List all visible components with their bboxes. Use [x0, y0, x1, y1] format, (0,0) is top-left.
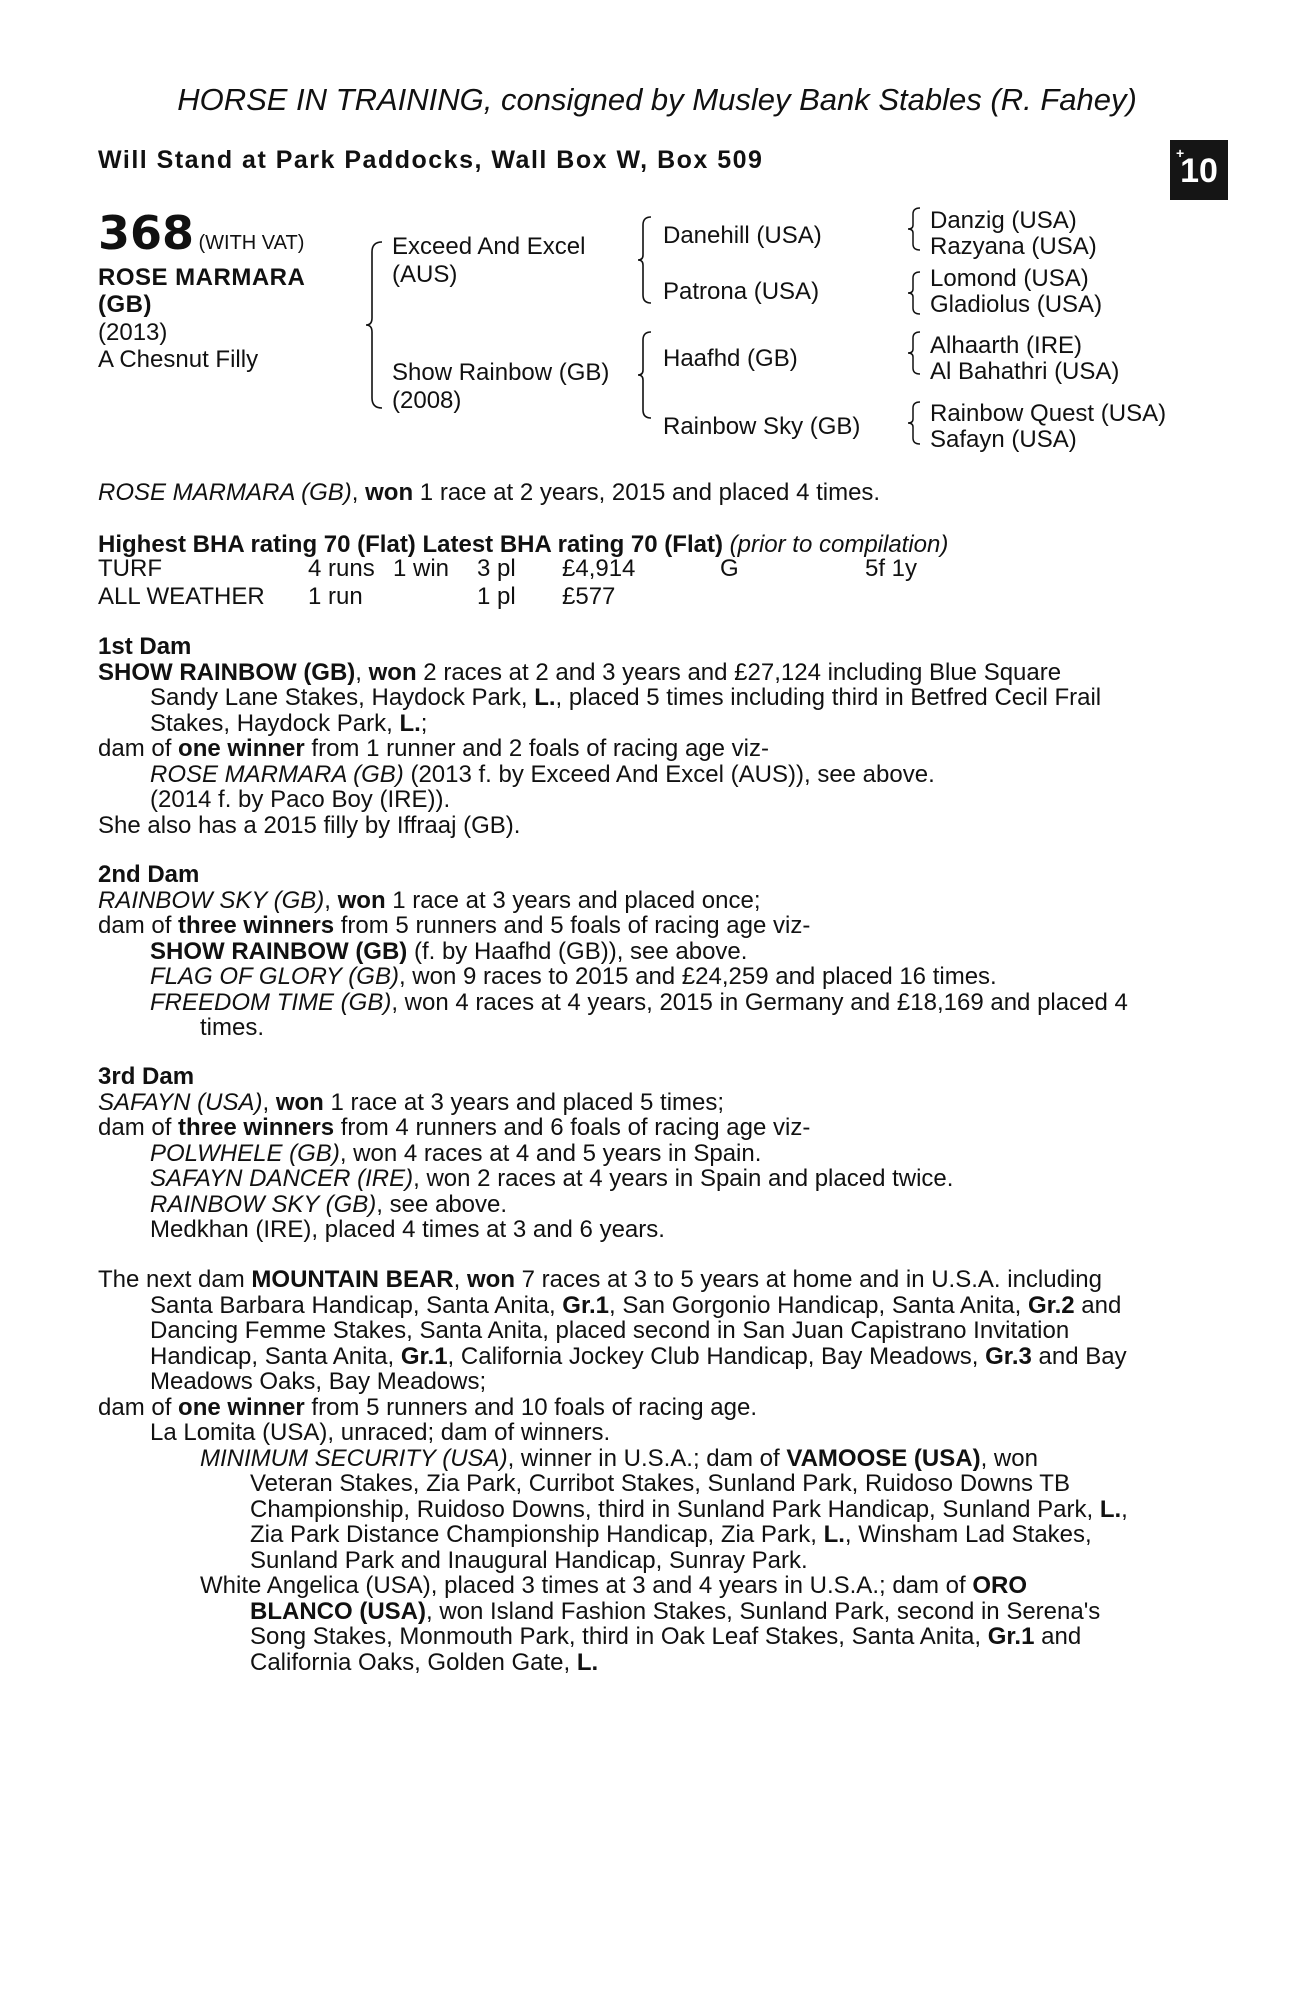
perf-wins: 1 win	[393, 555, 450, 582]
first-dam-l4a: dam of	[98, 735, 179, 762]
pedigree-dam-year: (2008)	[392, 387, 462, 414]
first-dam-l2-listed: L.	[534, 684, 556, 711]
lot-number-line	[98, 206, 304, 260]
pedigree-sire-sire: Danehill (USA)	[663, 222, 822, 249]
first-dam-line6: (2014 f. by Paco Boy (IRE)).	[150, 786, 451, 813]
third-dam-winners: three winners	[178, 1114, 335, 1141]
third-dam-l2a: dam of	[98, 1114, 179, 1141]
next-dam-line2	[98, 1293, 1206, 1319]
next-dam-l8a: , winner in U.S.A.; dam of	[507, 1444, 787, 1472]
third-dam-line2	[98, 1115, 1206, 1141]
next-dam-won: won	[466, 1266, 515, 1293]
second-dam-line1: RAINBOW SKY (GB), won 1 race at 3 years and placed once;	[98, 886, 761, 914]
second-dam-winners: three winners	[178, 912, 335, 939]
next-dam-l10b: ,	[1121, 1495, 1128, 1523]
second-dam-name: RAINBOW SKY (GB)	[98, 886, 325, 914]
next-dam-l10-listed: L.	[1099, 1495, 1122, 1523]
second-dam-line6: times.	[200, 1014, 265, 1041]
next-dam-line9: Veteran Stakes, Zia Park, Curribot Stakes, Sunland Park, Ruidoso Downs TB	[250, 1470, 1070, 1497]
third-dam-line1: SAFAYN (USA), won 1 race at 3 years and placed 5 times;	[98, 1088, 725, 1116]
first-dam-l2b: , placed 5 times including third in Betfred Cecil Frail	[555, 684, 1102, 711]
first-dam-l3-listed: L.	[399, 709, 421, 737]
pedigree-ssd: Razyana (USA)	[930, 233, 1097, 260]
perf-surface: ALL WEATHER	[98, 583, 265, 610]
first-dam-line3	[98, 711, 1206, 737]
first-dam-line4	[98, 736, 1206, 762]
next-dam-line14	[98, 1599, 1206, 1625]
next-dam-l4-grade2: Gr.3	[985, 1342, 1032, 1370]
summary-horse-name: ROSE MARMARA (GB)	[98, 479, 352, 506]
first-dam-line7: She also has a 2015 filly by Iffraaj (GB).	[98, 811, 521, 839]
second-dam-line2	[98, 913, 1206, 939]
third-dam-line5	[98, 1192, 1206, 1218]
next-dam-line7: La Lomita (USA), unraced; dam of winners.	[150, 1419, 611, 1446]
pedigree-brace-dam	[636, 330, 654, 420]
third-dam-section	[98, 1064, 1206, 1243]
second-dam-line5	[98, 990, 1206, 1016]
next-dam-l6b: from 5 runners and 10 foals of racing age.	[304, 1393, 757, 1421]
second-dam-l2b: from 5 runners and 5 foals of racing age viz-	[334, 912, 811, 939]
second-dam-section	[98, 862, 1206, 1041]
lot-number: 368	[98, 206, 195, 260]
perf-runs: 1 run	[308, 583, 363, 610]
perf-distance	[865, 583, 917, 611]
third-dam-heading: 3rd Dam	[98, 1063, 195, 1090]
third-dam-l2b: from 4 runners and 6 foals of racing age viz-	[334, 1114, 811, 1141]
first-dam-l5-rest: (2013 f. by Exceed And Excel (AUS)), see above.	[403, 760, 935, 788]
next-dam-l15b: and	[1034, 1623, 1082, 1650]
horse-name-line1: ROSE MARMARA	[98, 264, 306, 291]
pedigree-brace-main	[364, 240, 386, 410]
next-dam-l16-listed: L.	[576, 1648, 599, 1676]
pedigree-sire: Exceed And Excel	[392, 233, 586, 260]
next-dam-l4-grade: Gr.1	[400, 1342, 448, 1370]
pedigree-sdd: Gladiolus (USA)	[930, 291, 1103, 318]
third-dam-line4	[98, 1166, 1206, 1192]
race-summary	[98, 480, 1206, 506]
next-dam-l16a: California Oaks, Golden Gate,	[250, 1648, 577, 1676]
vat-note: (WITH VAT)	[198, 232, 305, 254]
next-dam-l15a: Song Stakes, Monmouth Park, third in Oak Leaf Stakes, Santa Anita,	[250, 1623, 988, 1650]
next-dam-l2c: and	[1074, 1291, 1122, 1319]
third-dam-l1-rest: 1 race at 3 years and placed 5 times;	[323, 1088, 725, 1116]
perf-going	[720, 583, 865, 611]
first-dam-name: SHOW RAINBOW (GB)	[98, 658, 356, 686]
pedigree-dss: Alhaarth (IRE)	[930, 332, 1083, 359]
third-dam-l4-rest: , won 2 races at 4 years in Spain and placed twice.	[413, 1165, 954, 1192]
next-dam-l8b: , won	[980, 1444, 1038, 1472]
third-dam-name: SAFAYN (USA)	[98, 1088, 263, 1116]
pedigree-brace-sire	[636, 215, 654, 305]
next-dam-line6	[98, 1395, 1206, 1421]
next-dam-l1a: The next dam	[98, 1266, 252, 1293]
perf-prize: £4,914	[562, 555, 636, 582]
badge-plus: +	[1176, 145, 1185, 161]
first-dam-l3b: ;	[420, 709, 428, 737]
second-dam-won: won	[337, 886, 386, 914]
third-dam-won: won	[275, 1088, 324, 1116]
first-dam-winners: one winner	[178, 735, 305, 762]
next-dam-line11	[98, 1522, 1206, 1548]
next-dam-l13a: White Angelica (USA), placed 3 times at 3 and 4 years in U.S.A.; dam of	[200, 1572, 973, 1599]
next-dam-l2-grade2: Gr.2	[1027, 1291, 1075, 1319]
second-dam-l4-rest: , won 9 races to 2015 and £24,259 and placed 16 times.	[398, 963, 997, 990]
next-dam-l14-bold: BLANCO (USA)	[250, 1597, 426, 1625]
second-dam-line4	[98, 964, 1206, 990]
next-dam-line15	[98, 1624, 1206, 1650]
next-dam-l2-grade: Gr.1	[562, 1291, 609, 1319]
second-dam-produce-3: FREEDOM TIME (GB)	[150, 988, 392, 1016]
rating-bold: Highest BHA rating 70 (Flat) Latest BHA rating 70 (Flat)	[98, 531, 723, 558]
next-dam-l11a: Zia Park Distance Championship Handicap, Zia Park,	[250, 1521, 824, 1548]
first-dam-line5	[98, 762, 1206, 788]
pedigree-dam-sire: Haafhd (GB)	[663, 345, 798, 372]
section-badge	[1170, 140, 1228, 200]
next-dam-l11-listed: L.	[823, 1521, 845, 1548]
next-dam-l4c: and Bay	[1031, 1342, 1127, 1370]
badge-number: 10	[1180, 152, 1218, 190]
next-dam-l4b: , California Jockey Club Handicap, Bay Meadows,	[447, 1342, 986, 1370]
third-dam-line3	[98, 1141, 1206, 1167]
performance-table	[98, 555, 917, 611]
first-dam-l4b: from 1 runner and 2 foals of racing age viz-	[304, 735, 769, 762]
first-dam-l3a: Stakes, Haydock Park,	[150, 709, 400, 737]
next-dam-line12: Sunland Park and Inaugural Handicap, Sunray Park.	[250, 1546, 808, 1574]
first-dam-won: won	[368, 658, 417, 686]
next-dam-l2b: , San Gorgonio Handicap, Santa Anita,	[608, 1291, 1028, 1319]
second-dam-heading: 2nd Dam	[98, 861, 200, 888]
pedigree-brace-ss	[906, 206, 922, 252]
first-dam-line1: SHOW RAINBOW (GB), won 2 races at 2 and 3 years and £27,124 including Blue Square	[98, 658, 1062, 686]
pedigree-brace-sd	[906, 270, 922, 316]
page-title: HORSE IN TRAINING, consigned by Musley Bank Stables (R. Fahey)	[177, 82, 1137, 117]
next-dam-line13	[98, 1573, 1206, 1599]
pedigree-dds: Rainbow Quest (USA)	[930, 400, 1167, 427]
next-dam-l15-grade: Gr.1	[987, 1623, 1035, 1650]
perf-runs: 4 runs	[308, 555, 375, 582]
next-dam-name: MOUNTAIN BEAR	[251, 1266, 454, 1293]
first-dam-l2a: Sandy Lane Stakes, Haydock Park,	[150, 684, 535, 711]
perf-wins	[393, 583, 477, 611]
next-dam-l2a: Santa Barbara Handicap, Santa Anita,	[150, 1291, 563, 1319]
third-dam-l5-rest: , see above.	[376, 1190, 508, 1218]
perf-going: G	[720, 555, 739, 582]
first-dam-section	[98, 634, 1206, 838]
pedigree-sds: Lomond (USA)	[930, 265, 1089, 292]
perf-distance: 5f 1y	[865, 555, 918, 582]
box-location: Will Stand at Park Paddocks, Wall Box W, Box 509	[98, 146, 764, 174]
horse-description: A Chesnut Filly	[98, 346, 259, 373]
next-dam-produce-1: MINIMUM SECURITY (USA)	[200, 1444, 508, 1472]
next-dam-l14b: , won Island Fashion Stakes, Sunland Park, second in Serena's	[425, 1597, 1101, 1625]
first-dam-heading: 1st Dam	[98, 633, 192, 660]
perf-prize: £577	[562, 583, 616, 610]
pedigree-sire-dam: Patrona (USA)	[663, 278, 820, 305]
horse-year: (2013)	[98, 319, 168, 346]
third-dam-produce-1: POLWHELE (GB)	[150, 1139, 340, 1167]
rating-line	[98, 532, 1206, 558]
next-dam-line3: Dancing Femme Stakes, Santa Anita, placed second in San Juan Capistrano Invitation	[150, 1317, 1070, 1344]
next-dam-l11b: , Winsham Lad Stakes,	[844, 1521, 1092, 1548]
third-dam-l3-rest: , won 4 races at 4 and 5 years in Spain.	[339, 1139, 762, 1167]
next-dam-line5: Meadows Oaks, Bay Meadows;	[150, 1368, 487, 1395]
next-dam-l8-bold: VAMOOSE (USA)	[786, 1444, 981, 1472]
next-dam-line8	[98, 1446, 1206, 1472]
next-dam-line10	[98, 1497, 1206, 1523]
second-dam-produce-2: FLAG OF GLORY (GB)	[150, 963, 399, 990]
second-dam-l1-rest: 1 race at 3 years and placed once;	[385, 886, 761, 914]
horse-name-line2: (GB)	[98, 291, 152, 318]
perf-placed: 3 pl	[477, 555, 516, 582]
pedigree-dsd: Al Bahathri (USA)	[930, 358, 1120, 385]
first-dam-l1-rest: 2 races at 2 and 3 years and £27,124 including Blue Square	[416, 658, 1062, 686]
first-dam-produce-name: ROSE MARMARA (GB)	[150, 760, 404, 788]
summary-rest: 1 race at 2 years, 2015 and placed 4 times.	[413, 479, 881, 506]
perf-placed: 1 pl	[477, 583, 516, 610]
first-dam-line2	[98, 685, 1206, 711]
next-dam-l6a: dam of	[98, 1393, 179, 1421]
next-dam-line1: The next dam MOUNTAIN BEAR, won 7 races at 3 to 5 years at home and in U.S.A. including	[98, 1266, 1102, 1293]
summary-sep: ,	[351, 479, 366, 506]
next-dam-line16	[98, 1650, 1206, 1676]
pedigree-sss: Danzig (USA)	[930, 207, 1077, 234]
next-dam-l1b: 7 races at 3 to 5 years at home and in U.S.A. including	[514, 1266, 1102, 1293]
performance-row	[98, 583, 917, 611]
second-dam-l5-rest: , won 4 races at 4 years, 2015 in Germany and £18,169 and placed 4	[391, 988, 1128, 1016]
next-dam-section	[98, 1267, 1206, 1675]
second-dam-l3-rest: (f. by Haafhd (GB)), see above.	[407, 937, 748, 965]
third-dam-produce-2: SAFAYN DANCER (IRE)	[150, 1165, 414, 1192]
second-dam-line3	[98, 939, 1206, 965]
next-dam-l4a: Handicap, Santa Anita,	[150, 1342, 401, 1370]
third-dam-produce-3: RAINBOW SKY (GB)	[150, 1190, 377, 1218]
pedigree-sire-country: (AUS)	[392, 261, 458, 288]
pedigree-dam: Show Rainbow (GB)	[392, 359, 610, 386]
pedigree-dam-dam: Rainbow Sky (GB)	[663, 413, 861, 440]
next-dam-l13-bold: ORO	[972, 1572, 1028, 1599]
second-dam-l2a: dam of	[98, 912, 179, 939]
next-dam-l10a: Championship, Ruidoso Downs, third in Sunland Park Handicap, Sunland Park,	[250, 1495, 1100, 1523]
perf-surface: TURF	[98, 555, 162, 582]
rating-note: (prior to compilation)	[729, 531, 949, 558]
next-dam-winners: one winner	[178, 1393, 305, 1421]
pedigree-ddd: Safayn (USA)	[930, 426, 1077, 453]
summary-won: won	[365, 479, 414, 506]
second-dam-produce-1: SHOW RAINBOW (GB)	[150, 937, 408, 965]
performance-row	[98, 555, 917, 583]
pedigree-brace-ds	[906, 330, 922, 376]
next-dam-line4	[98, 1344, 1206, 1370]
pedigree-brace-dd	[906, 400, 922, 446]
third-dam-line6: Medkhan (IRE), placed 4 times at 3 and 6 years.	[150, 1216, 665, 1243]
